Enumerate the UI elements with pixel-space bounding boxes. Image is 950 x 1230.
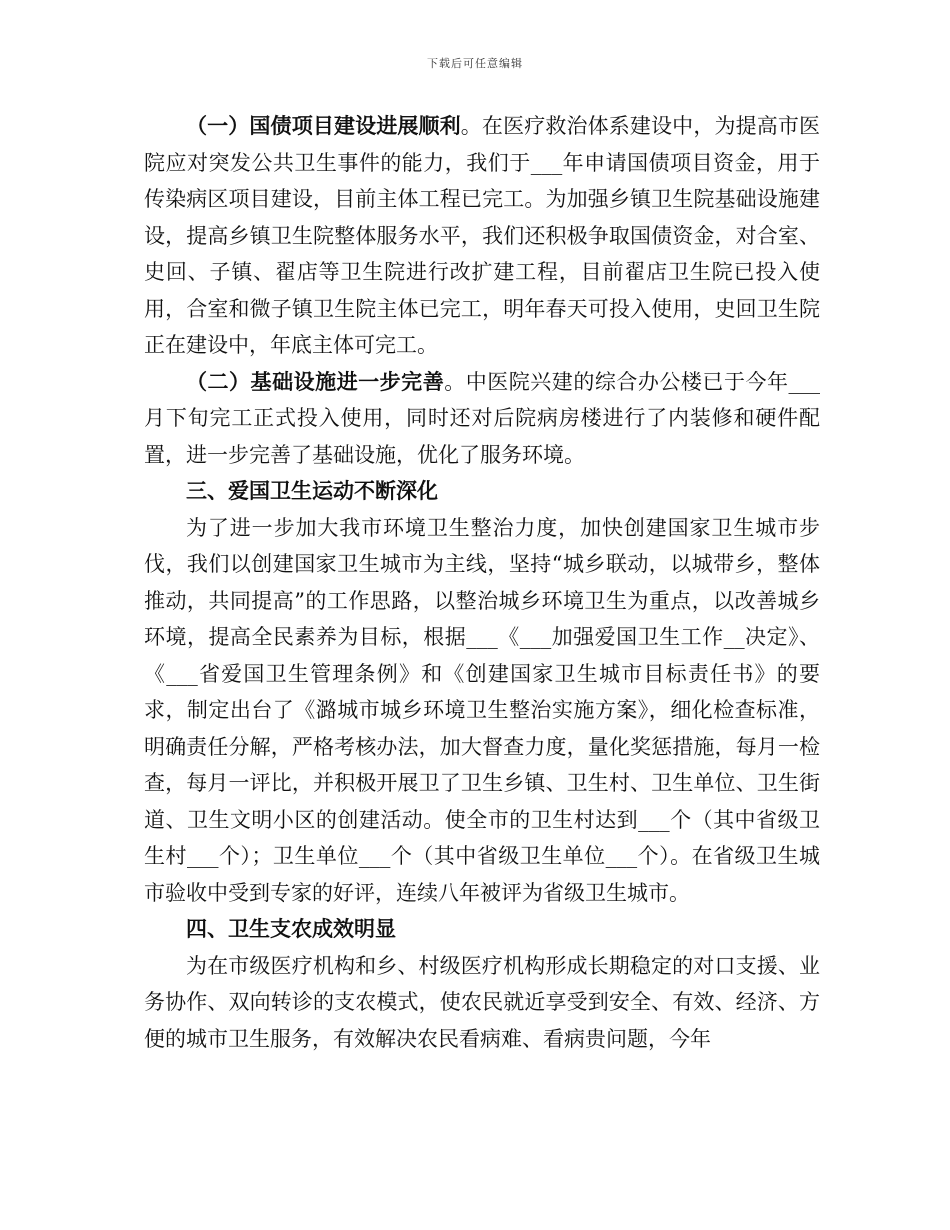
paragraph-section-two xyxy=(144,364,820,474)
section-two-body: 。中医院兴建的综合办公楼已于今年___月下旬完工正式投入使用，同时还对后院病房楼进行了内装修和硬件配置，进一步完善了基础设施，优化了服务环境。 xyxy=(144,369,821,467)
paragraph-section-four: 为在市级医疗机构和乡、村级医疗机构形成长期稳定的对口支援、业务协作、双向转诊的支农模式，使农民就近享受到安全、有效、经济、方便的城市卫生服务，有效解决农民看病难、看病贵问题，今年 xyxy=(144,953,820,1051)
paragraph-section-one xyxy=(144,108,820,364)
heading-section-four: 四、卫生支农成效明显 xyxy=(186,917,396,941)
section-one-lead: （一）国债项目建设进展顺利 xyxy=(186,114,461,138)
heading-section-three: 三、爱国卫生运动不断深化 xyxy=(186,479,438,503)
page-header: 下载后可任意编辑 xyxy=(427,57,523,70)
section-one-body: 。在医疗救治体系建设中，为提高市医院应对突发公共卫生事件的能力，我们于___年申请国债项目资金，用于传染病区项目建设，目前主体工程已完工。为加强乡镇卫生院基础设施建设，提高乡镇卫生院整体服务水平，我们还积极争取国债资金，对合室、史回、子镇、翟店等卫生院进行改扩建工程，目前翟店卫生院已投入使用，合室和微子镇卫生院主体已完工，明年春天可投入使用，史回卫生院正在建设中，年底主体可完工。 xyxy=(144,114,821,357)
section-two-lead: （二）基础设施进一步完善 xyxy=(186,369,445,394)
document-body xyxy=(144,108,820,1057)
paragraph-section-three: 为了进一步加大我市环境卫生整治力度，加快创建国家卫生城市步伐，我们以创建国家卫生城市为主线，坚持“城乡联动，以城带乡，整体推动，共同提高”的工作思路，以整治城乡环境卫生为重点，以改善城乡环境，提高全民素养为目标，根据___《___加强爱国卫生工作__决定》、《___省爱国卫生管理条例》和《创建国家卫生城市目标责任书》的要求，制定出台了《潞城市城乡环境卫生整治实施方案》，细化检查标准，明确责任分解，严格考核办法，加大督查力度，量化奖惩措施，每月一检查，每月一评比，并积极开展卫了卫生乡镇、卫生村、卫生单位、卫生街道、卫生文明小区的创建活动。使全市的卫生村达到___个（其中省级卫生村___个）；卫生单位___个（其中省级卫生单位___个）。在省级卫生城市验收中受到专家的好评，连续八年被评为省级卫生城市。 xyxy=(144,515,820,905)
